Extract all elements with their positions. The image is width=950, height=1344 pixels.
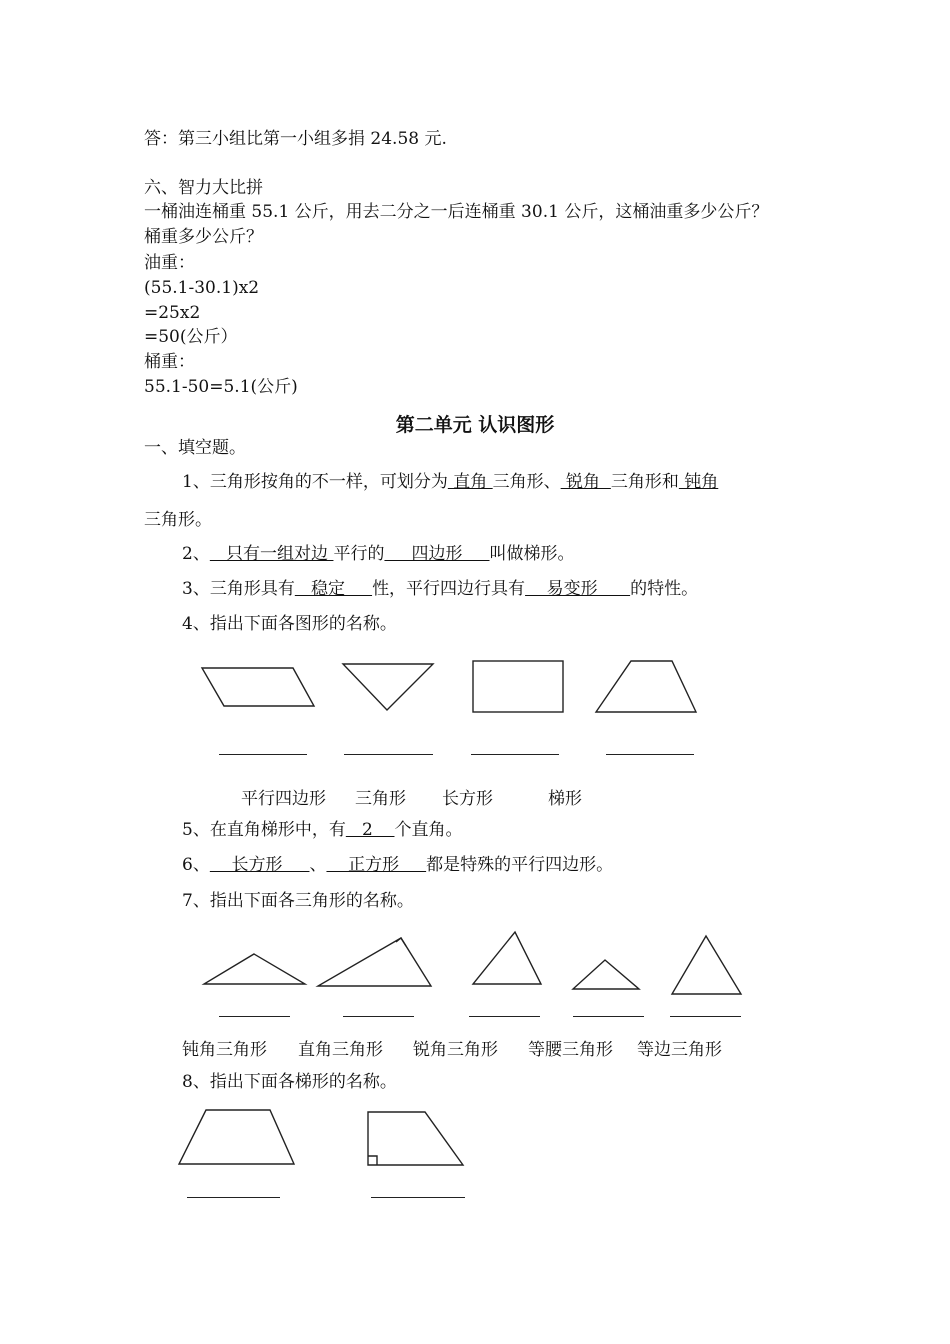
oil-step-1: (55.1-30.1)x2 — [144, 278, 260, 298]
problem-line-2: 桶重多少公斤？ — [144, 227, 263, 247]
q8-blank-2 — [371, 1197, 465, 1198]
q1-text-c: 三角形、 — [492, 472, 561, 492]
obtuse-triangle-shape — [204, 954, 305, 984]
q2-answer-1: 只有一组对边 — [209, 544, 334, 564]
q6-text-a: 6、 — [182, 855, 210, 875]
q7-blank-3 — [469, 1016, 540, 1017]
trapezoid-shape — [596, 661, 696, 712]
q3-answer-1: 稳定 — [294, 579, 373, 599]
q4-label-3: 长方形 — [442, 789, 493, 809]
q7-label-2: 直角三角形 — [298, 1040, 383, 1060]
unit-2-title: 第二单元 认识图形 — [395, 414, 555, 436]
q2-text-a: 2、 — [182, 544, 210, 564]
q7-blank-5 — [670, 1016, 741, 1017]
rectangle-shape — [473, 661, 563, 712]
q8-blank-1 — [187, 1197, 280, 1198]
isosceles-trapezoid-shape — [179, 1110, 294, 1164]
inverted-triangle-shape — [343, 664, 433, 710]
bucket-step: 55.1-50=5.1(公斤) — [144, 377, 298, 397]
oil-step-2: =25x2 — [144, 303, 201, 323]
right-angle-mark — [396, 938, 406, 946]
equilateral-triangle-shape — [672, 936, 741, 994]
q6-text-c: 、 — [309, 855, 327, 875]
bucket-label: 桶重： — [144, 352, 195, 372]
section-6-title: 六、智力大比拼 — [144, 178, 263, 198]
q2-answer-2: 四边形 — [384, 544, 490, 564]
q5-text-a: 5、在直角梯形中，有 — [182, 820, 346, 840]
q4-blank-4 — [606, 754, 694, 755]
q1-answer-1: 直角 — [447, 472, 493, 492]
question-4: 4、指出下面各图形的名称。 — [182, 614, 397, 634]
q6-text-d: 都是特殊的平行四边形。 — [426, 855, 614, 875]
q7-blank-1 — [219, 1016, 290, 1017]
q3-text-a: 3、三角形具有 — [182, 579, 295, 599]
acute-triangle-shape — [473, 932, 541, 984]
q4-blank-1 — [219, 754, 307, 755]
q7-blank-2 — [343, 1016, 414, 1017]
right-trapezoid-shape — [368, 1112, 463, 1165]
q3-text-c: 性，平行四边行具有 — [372, 579, 526, 599]
question-5 — [182, 818, 462, 842]
question-7: 7、指出下面各三角形的名称。 — [182, 891, 414, 911]
q1-answer-2: 锐角 — [560, 472, 611, 492]
q6-answer-2: 正方形 — [326, 855, 427, 875]
q4-label-1: 平行四边形 — [241, 789, 326, 809]
isosceles-triangle-shape — [573, 960, 639, 989]
parallelogram-shape — [202, 668, 314, 706]
question-6 — [182, 853, 613, 877]
q2-text-d: 叫做梯形。 — [489, 544, 575, 564]
q3-text-d: 的特性。 — [630, 579, 699, 599]
question-8: 8、指出下面各梯形的名称。 — [182, 1072, 397, 1092]
q7-label-1: 钝角三角形 — [182, 1040, 267, 1060]
q1-text-a: 1、三角形按角的不一样，可划分为 — [182, 472, 448, 492]
q1-answer-3: 钝角 — [678, 472, 719, 492]
q7-label-4: 等腰三角形 — [528, 1040, 613, 1060]
right-triangle-shape — [318, 938, 431, 986]
q6-answer-1: 长方形 — [209, 855, 310, 875]
problem-line-1: 一桶油连桶重 55.1 公斤，用去二分之一后连桶重 30.1 公斤，这桶油重多少公斤？ — [144, 202, 769, 222]
q4-blank-2 — [344, 754, 433, 755]
q4-blank-3 — [471, 754, 559, 755]
q5-text-c: 个直角。 — [394, 820, 463, 840]
q3-answer-2: 易变形 — [525, 579, 631, 599]
section-1-title: 一、填空题。 — [144, 438, 246, 458]
q7-label-5: 等边三角形 — [637, 1040, 722, 1060]
q1-text-d: 三角形和 — [610, 472, 679, 492]
oil-label: 油重： — [144, 253, 195, 273]
q7-label-3: 锐角三角形 — [413, 1040, 498, 1060]
q4-label-2: 三角形 — [355, 789, 406, 809]
q2-text-c: 平行的 — [333, 544, 385, 564]
right-trapezoid-angle-mark — [368, 1156, 377, 1165]
oil-step-3: =50(公斤） — [144, 327, 238, 347]
q4-label-4: 梯形 — [548, 789, 582, 809]
question-1-line-2: 三角形。 — [144, 510, 212, 530]
answer-line: 答：第三小组比第一小组多捐 24.58 元. — [144, 129, 447, 149]
q7-blank-4 — [573, 1016, 644, 1017]
q5-answer: 2 — [345, 820, 395, 840]
